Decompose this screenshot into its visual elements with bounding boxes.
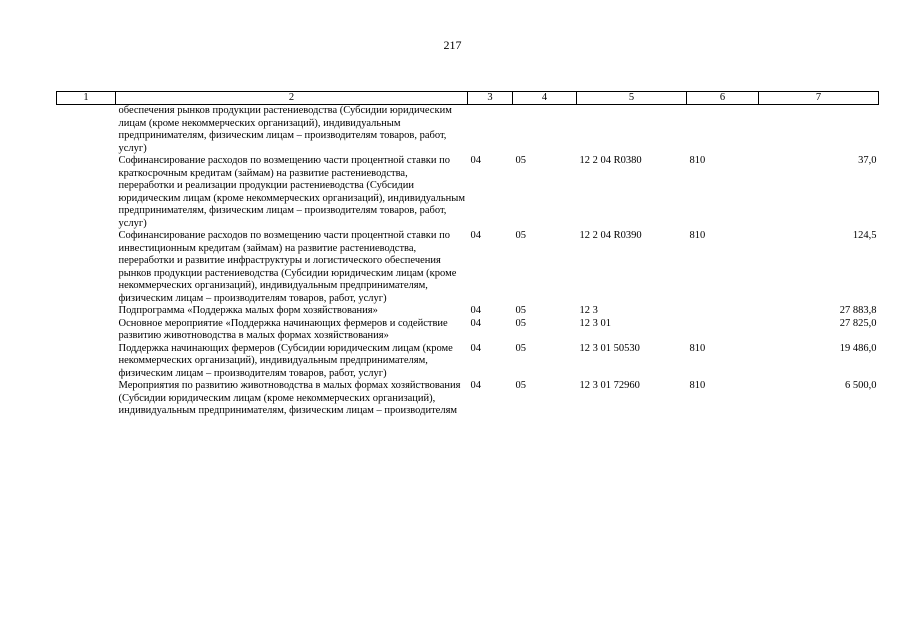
- cell-subsection: 05: [515, 317, 526, 329]
- cell-col1: [57, 305, 116, 318]
- cell-col1: [57, 380, 116, 418]
- cell-target: 12 3 01: [579, 317, 611, 329]
- header-col-1: 1: [57, 92, 116, 105]
- table-header: [57, 92, 879, 105]
- header-col-6: 6: [687, 92, 759, 105]
- cell-description: Софинансирование расходов по возмещению части процентной ставки по краткосрочным кредитам (займам) на развитие растениеводства, переработки и реализации продукции растениеводства (Субсидии юридическим лицам (кроме некоммерческих организаций), индивидуальным предпринимателям, физическим лицам – производителям товаров, работ, услуг): [118, 155, 466, 229]
- cell-amount: [759, 105, 879, 156]
- header-col-5: 5: [577, 92, 687, 105]
- header-col-4: 4: [513, 92, 577, 105]
- table-row: [57, 343, 879, 381]
- cell-section: [468, 105, 513, 156]
- budget-table: [56, 91, 879, 418]
- cell-description: Софинансирование расходов по возмещению части процентной ставки по инвестиционным кредитам (займам) на развитие растениеводства, переработки и развитие инфраструктуры и логистического обеспечения рынков продукции растениеводства (Субсидии юридическим лицам (кроме некоммерческих организаций), индивидуальным предпринимателям, физическим лицам – производителям товаров, работ, услуг): [118, 230, 457, 304]
- cell-amount: 27 825,0: [839, 317, 877, 329]
- header-col-3: 3: [468, 92, 513, 105]
- cell-subsection: 05: [515, 380, 526, 391]
- cell-amount: 6 500,0: [845, 380, 877, 391]
- cell-expense-type: 810: [689, 380, 706, 391]
- table-row: [57, 155, 879, 230]
- table-row: [57, 230, 879, 305]
- header-col-7: 7: [759, 92, 879, 105]
- cell-col1: [57, 230, 116, 305]
- cell-target: 12 3 01 50530: [579, 342, 640, 354]
- header-row: [57, 92, 879, 105]
- cell-description: Основное мероприятие «Поддержка начинающих фермеров и содействие развитию животноводства в малых формах хозяйствования»: [118, 317, 448, 341]
- cell-expense-type: 810: [689, 342, 706, 354]
- page-number: 217: [443, 38, 462, 52]
- header-col-2: 2: [116, 92, 468, 105]
- cell-target: 12 2 04 R0390: [579, 230, 642, 241]
- cell-section: 04: [470, 317, 481, 329]
- cell-subsection: [513, 105, 577, 156]
- cell-target: 12 3 01 72960: [579, 380, 640, 391]
- cell-section: 04: [470, 380, 481, 391]
- cell-subsection: 05: [515, 230, 526, 241]
- table-row: [57, 380, 879, 418]
- table-row: [57, 305, 879, 318]
- cell-description: Поддержка начинающих фермеров (Субсидии юридическим лицам (кроме некоммерческих организаций), индивидуальным предпринимателям, физическим лицам – производителям товаров, работ, услуг): [118, 342, 453, 379]
- cell-target: [577, 105, 687, 156]
- cell-section: 04: [470, 155, 481, 166]
- cell-expense-type: [687, 318, 759, 343]
- cell-subsection: 05: [515, 305, 526, 316]
- table-body: [57, 105, 879, 418]
- cell-description: обеспечения рынков продукции растениеводства (Субсидии юридическим лицам (кроме некоммерческих организаций), индивидуальным предпринимателям, физическим лицам – производителям товаров, работ, услуг): [118, 105, 452, 154]
- cell-col1: [57, 318, 116, 343]
- cell-subsection: 05: [515, 342, 526, 354]
- cell-section: 04: [470, 342, 481, 354]
- cell-col1: [57, 343, 116, 381]
- cell-amount: 37,0: [858, 155, 877, 166]
- cell-subsection: 05: [515, 155, 526, 166]
- cell-col1: [57, 155, 116, 230]
- cell-expense-type: [687, 305, 759, 318]
- cell-amount: 124,5: [852, 230, 877, 241]
- cell-expense-type: 810: [689, 155, 706, 166]
- cell-description: Мероприятия по развитию животноводства в малых формах хозяйствования (Субсидии юридическим лицам (кроме некоммерческих организаций), индивидуальным предпринимателям, физическим лицам – производителям: [118, 380, 461, 416]
- cell-section: 04: [470, 230, 481, 241]
- cell-expense-type: 810: [689, 230, 706, 241]
- table-row: [57, 318, 879, 343]
- cell-amount: 19 486,0: [839, 342, 877, 354]
- cell-section: 04: [470, 305, 481, 316]
- cell-expense-type: [687, 105, 759, 156]
- cell-description: Подпрограмма «Поддержка малых форм хозяйствования»: [118, 305, 378, 316]
- table-row: [57, 105, 879, 156]
- cell-target: 12 2 04 R0380: [579, 155, 642, 166]
- cell-amount: 27 883,8: [839, 305, 877, 316]
- cell-col1: [57, 105, 116, 156]
- cell-target: 12 3: [579, 305, 598, 316]
